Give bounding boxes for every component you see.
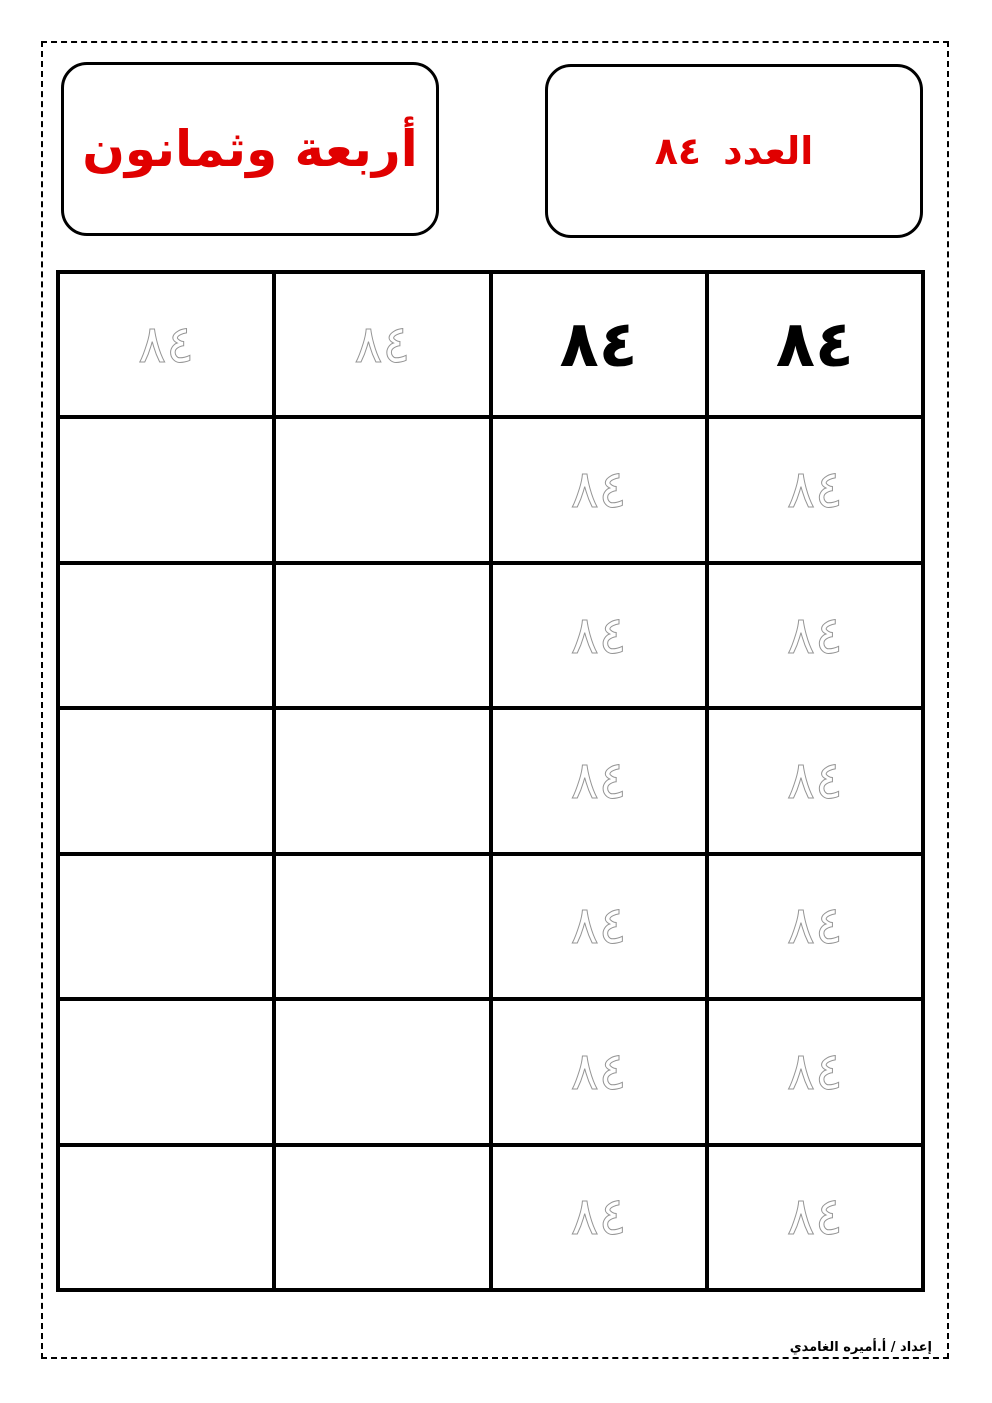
empty-cell[interactable] [60, 1001, 272, 1142]
grid-cell [276, 274, 488, 415]
number-title-prefix: العدد [723, 129, 814, 173]
trace-number: ٨٤ [786, 1187, 843, 1248]
empty-cell[interactable] [276, 856, 488, 997]
trace-number: ٨٤ [138, 314, 195, 375]
trace-number: ٨٤ [786, 750, 843, 811]
grid-cell [709, 565, 921, 706]
model-number: ٨٤ [775, 307, 854, 382]
number-title-value: ٨٤ [654, 129, 702, 173]
empty-cell[interactable] [276, 565, 488, 706]
trace-number: ٨٤ [786, 1041, 843, 1102]
number-word: أربعة وثمانون [82, 120, 418, 178]
number-word-box [61, 62, 439, 236]
grid-cell [493, 274, 705, 415]
trace-number: ٨٤ [570, 750, 627, 811]
trace-number: ٨٤ [786, 896, 843, 957]
empty-cell[interactable] [276, 1147, 488, 1288]
empty-cell[interactable] [60, 1147, 272, 1288]
grid-cell [709, 710, 921, 851]
tracing-grid [56, 270, 925, 1292]
trace-number: ٨٤ [570, 605, 627, 666]
grid-cell [60, 274, 272, 415]
grid-cell [493, 856, 705, 997]
empty-cell[interactable] [60, 419, 272, 560]
empty-cell[interactable] [60, 710, 272, 851]
grid-cell [709, 274, 921, 415]
number-title-box [545, 64, 923, 238]
trace-number: ٨٤ [786, 460, 843, 521]
grid-cell [709, 1147, 921, 1288]
empty-cell[interactable] [60, 565, 272, 706]
trace-number: ٨٤ [354, 314, 411, 375]
grid-cell [493, 1147, 705, 1288]
grid-cell [493, 565, 705, 706]
empty-cell[interactable] [276, 1001, 488, 1142]
grid-cell [493, 710, 705, 851]
empty-cell[interactable] [60, 856, 272, 997]
model-number: ٨٤ [559, 307, 638, 382]
author-credit: إعداد / أ.أميره الغامدي [789, 1340, 932, 1355]
trace-number: ٨٤ [570, 1187, 627, 1248]
grid-cell [709, 419, 921, 560]
trace-number: ٨٤ [570, 460, 627, 521]
trace-number: ٨٤ [570, 1041, 627, 1102]
trace-number: ٨٤ [786, 605, 843, 666]
empty-cell[interactable] [276, 419, 488, 560]
trace-number: ٨٤ [570, 896, 627, 957]
grid-cell [709, 856, 921, 997]
empty-cell[interactable] [276, 710, 488, 851]
grid-cell [493, 1001, 705, 1142]
grid-cell [709, 1001, 921, 1142]
grid-cell [493, 419, 705, 560]
